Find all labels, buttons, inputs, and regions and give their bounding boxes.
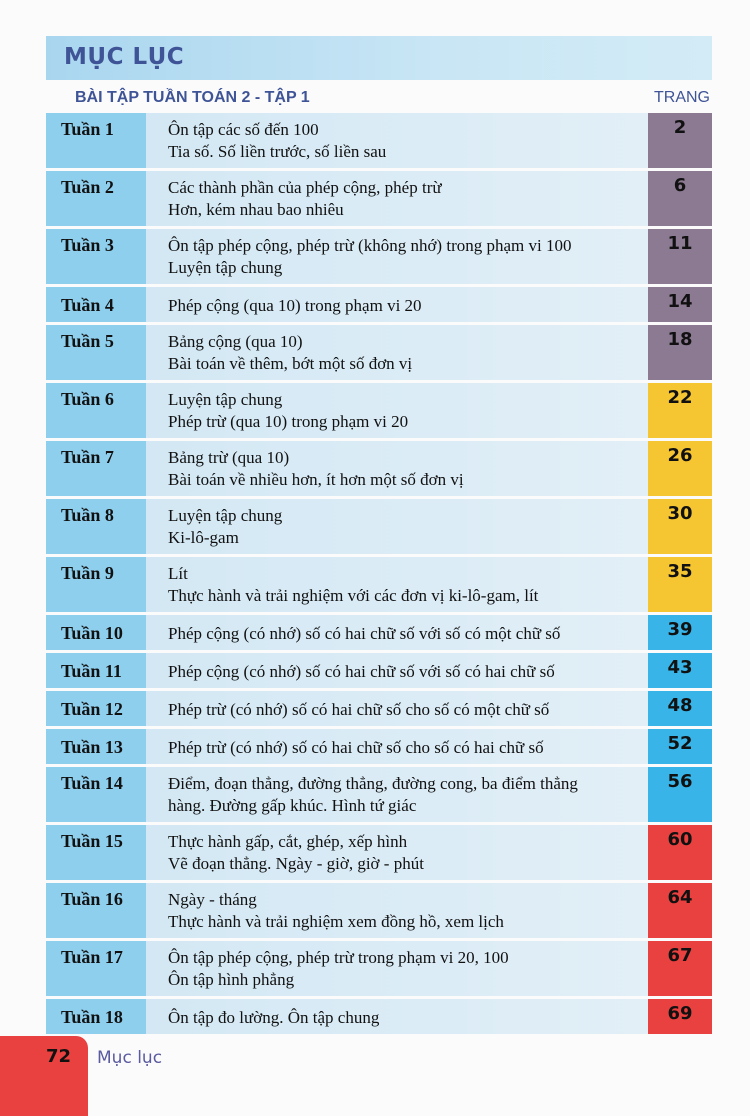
page-column-header: TRANG xyxy=(654,89,710,106)
page-ref: 60 xyxy=(648,825,712,880)
lesson-title: Tia số. Số liền trước, số liền sau xyxy=(168,142,387,161)
page-ref: 11 xyxy=(648,229,712,284)
lesson-titles xyxy=(146,767,648,822)
lesson-title: Thực hành và trải nghiệm xem đồng hồ, xem lịch xyxy=(168,912,504,931)
toc-row[interactable] xyxy=(46,383,712,438)
toc-row[interactable] xyxy=(46,287,712,322)
week-label: Tuần 5 xyxy=(46,325,146,380)
toc-row[interactable] xyxy=(46,113,712,168)
lesson-titles xyxy=(146,825,648,880)
toc-row[interactable] xyxy=(46,499,712,554)
page-ref: 6 xyxy=(648,171,712,226)
week-label: Tuần 4 xyxy=(46,287,146,322)
lesson-title: Phép cộng (có nhớ) số có hai chữ số với số có hai chữ số xyxy=(168,662,555,681)
page-ref: 18 xyxy=(648,325,712,380)
lesson-titles xyxy=(146,557,648,612)
lesson-title: Bài toán về nhiều hơn, ít hơn một số đơn vị xyxy=(168,470,464,489)
lesson-titles xyxy=(146,999,648,1034)
lesson-title: Ôn tập hình phẳng xyxy=(168,970,295,989)
toc-row[interactable] xyxy=(46,999,712,1034)
toc-row[interactable] xyxy=(46,729,712,764)
toc-row[interactable] xyxy=(46,653,712,688)
lesson-titles xyxy=(146,729,648,764)
page-ref: 56 xyxy=(648,767,712,822)
page-ref: 43 xyxy=(648,653,712,688)
lesson-titles xyxy=(146,229,648,284)
week-label: Tuần 1 xyxy=(46,113,146,168)
page-ref: 48 xyxy=(648,691,712,726)
lesson-title: Ôn tập phép cộng, phép trừ (không nhớ) trong phạm vi 100 xyxy=(168,236,572,255)
week-label: Tuần 2 xyxy=(46,171,146,226)
lesson-title: Luyện tập chung xyxy=(168,258,283,277)
lesson-title: Ôn tập các số đến 100 xyxy=(168,120,319,139)
lesson-title: hàng. Đường gấp khúc. Hình tứ giác xyxy=(168,796,417,815)
lesson-title: Thực hành và trải nghiệm với các đơn vị ki-lô-gam, lít xyxy=(168,586,539,605)
lesson-titles xyxy=(146,171,648,226)
lesson-title: Phép cộng (qua 10) trong phạm vi 20 xyxy=(168,296,422,315)
page-ref: 69 xyxy=(648,999,712,1034)
lesson-title: Bảng trừ (qua 10) xyxy=(168,448,290,467)
lesson-title: Ngày - tháng xyxy=(168,890,257,909)
lesson-titles xyxy=(146,615,648,650)
week-label: Tuần 15 xyxy=(46,825,146,880)
week-label: Tuần 16 xyxy=(46,883,146,938)
lesson-title: Phép trừ (có nhớ) số có hai chữ số cho số có một chữ số xyxy=(168,700,550,719)
lesson-title: Luyện tập chung xyxy=(168,390,283,409)
toc-row[interactable] xyxy=(46,441,712,496)
page-ref: 22 xyxy=(648,383,712,438)
lesson-titles xyxy=(146,691,648,726)
page-ref: 67 xyxy=(648,941,712,996)
lesson-titles xyxy=(146,383,648,438)
week-label: Tuần 14 xyxy=(46,767,146,822)
lesson-title: Thực hành gấp, cắt, ghép, xếp hình xyxy=(168,832,408,851)
toc-row[interactable] xyxy=(46,325,712,380)
toc-row[interactable] xyxy=(46,767,712,822)
lesson-title: Các thành phần của phép cộng, phép trừ xyxy=(168,178,442,197)
lesson-title: Hơn, kém nhau bao nhiêu xyxy=(168,200,344,219)
page-number: 72 xyxy=(46,1046,72,1067)
lesson-title: Vẽ đoạn thẳng. Ngày - giờ, giờ - phút xyxy=(168,854,424,873)
toc-row[interactable] xyxy=(46,615,712,650)
lesson-title: Ôn tập phép cộng, phép trừ trong phạm vi 20, 100 xyxy=(168,948,509,967)
week-label: Tuần 12 xyxy=(46,691,146,726)
lesson-title: Phép trừ (có nhớ) số có hai chữ số cho số có hai chữ số xyxy=(168,738,544,757)
lesson-title: Ôn tập đo lường. Ôn tập chung xyxy=(168,1008,380,1027)
week-label: Tuần 7 xyxy=(46,441,146,496)
page-title: MỤC LỤC xyxy=(64,44,185,70)
lesson-titles xyxy=(146,499,648,554)
lesson-title: Điểm, đoạn thẳng, đường thẳng, đường cong, ba điểm thẳng xyxy=(168,774,578,793)
lesson-title: Luyện tập chung xyxy=(168,506,283,525)
lesson-titles xyxy=(146,287,648,322)
lesson-titles xyxy=(146,325,648,380)
lesson-title: Ki-lô-gam xyxy=(168,528,239,547)
toc-row[interactable] xyxy=(46,883,712,938)
page-ref: 39 xyxy=(648,615,712,650)
page-ref: 52 xyxy=(648,729,712,764)
page-number-tab xyxy=(0,1036,88,1116)
lesson-title: Phép cộng (có nhớ) số có hai chữ số với số có một chữ số xyxy=(168,624,561,643)
toc-row[interactable] xyxy=(46,825,712,880)
page-ref: 14 xyxy=(648,287,712,322)
lesson-titles xyxy=(146,441,648,496)
book-subtitle: BÀI TẬP TUẦN TOÁN 2 - TẬP 1 xyxy=(75,89,310,106)
week-label: Tuần 8 xyxy=(46,499,146,554)
toc-row[interactable] xyxy=(46,557,712,612)
week-label: Tuần 6 xyxy=(46,383,146,438)
lesson-titles xyxy=(146,653,648,688)
page-ref: 35 xyxy=(648,557,712,612)
lesson-title: Lít xyxy=(168,564,188,583)
toc-table xyxy=(46,113,712,1037)
week-label: Tuần 3 xyxy=(46,229,146,284)
lesson-title: Bảng cộng (qua 10) xyxy=(168,332,303,351)
page-ref: 26 xyxy=(648,441,712,496)
toc-row[interactable] xyxy=(46,941,712,996)
week-label: Tuần 10 xyxy=(46,615,146,650)
lesson-titles xyxy=(146,883,648,938)
page-ref: 64 xyxy=(648,883,712,938)
page-ref: 30 xyxy=(648,499,712,554)
week-label: Tuần 9 xyxy=(46,557,146,612)
week-label: Tuần 13 xyxy=(46,729,146,764)
title-bar xyxy=(46,36,712,80)
week-label: Tuần 17 xyxy=(46,941,146,996)
week-label: Tuần 18 xyxy=(46,999,146,1034)
lesson-titles xyxy=(146,941,648,996)
lesson-title: Phép trừ (qua 10) trong phạm vi 20 xyxy=(168,412,409,431)
lesson-titles xyxy=(146,113,648,168)
toc-row[interactable] xyxy=(46,171,712,226)
toc-row[interactable] xyxy=(46,229,712,284)
lesson-title: Bài toán về thêm, bớt một số đơn vị xyxy=(168,354,413,373)
toc-row[interactable] xyxy=(46,691,712,726)
week-label: Tuần 11 xyxy=(46,653,146,688)
footer-label: Mục lục xyxy=(97,1048,163,1068)
page-ref: 2 xyxy=(648,113,712,168)
